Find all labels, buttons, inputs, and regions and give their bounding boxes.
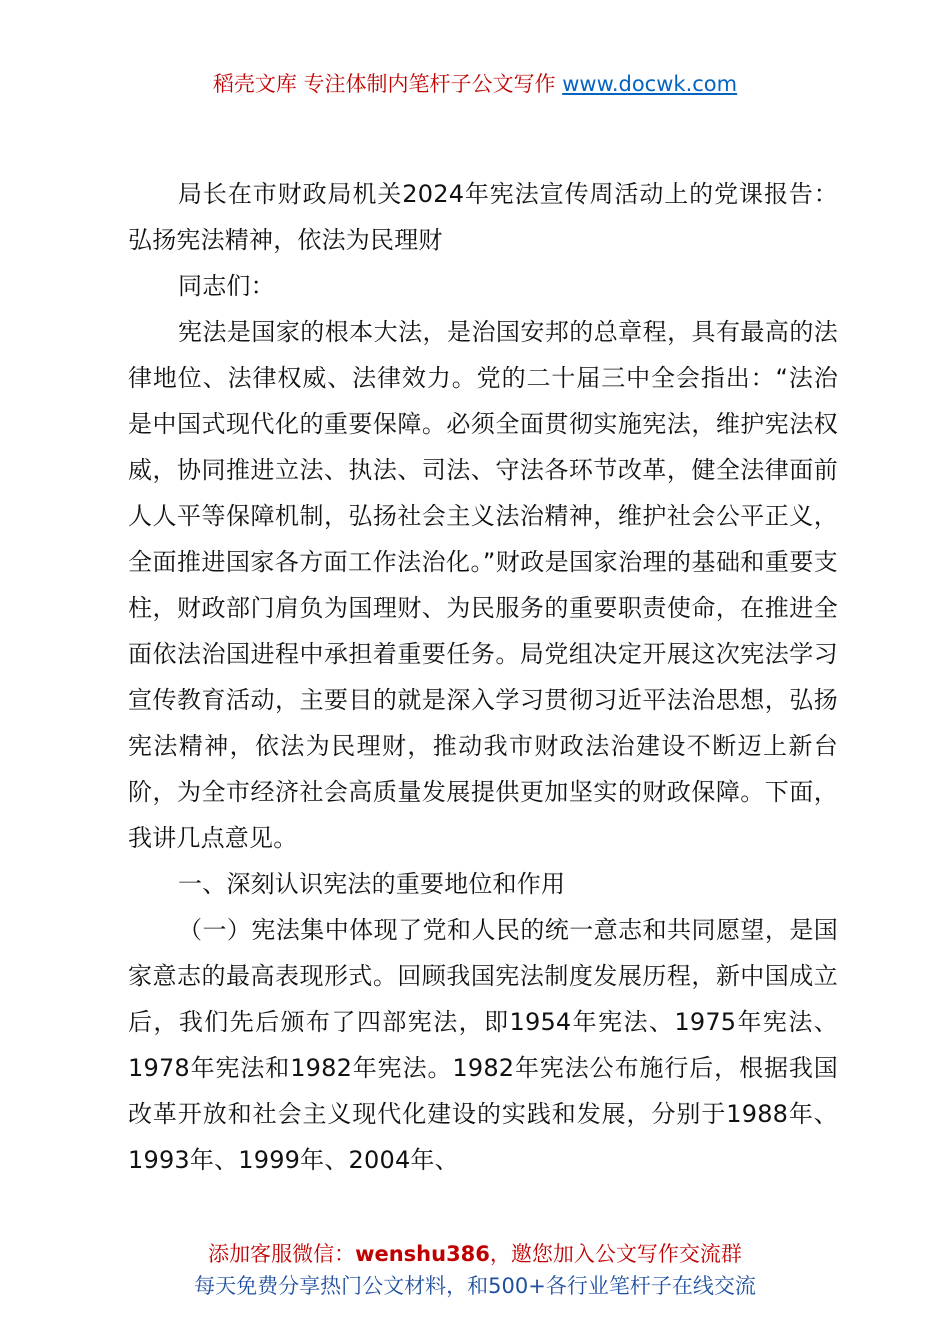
document-body [128,171,838,1183]
salutation: 同志们： [178,272,275,300]
promo-footer [0,1238,950,1302]
footer-line-share: 每天免费分享热门公文材料，和500+各行业笔杆子在线交流 [194,1274,756,1298]
footer-wechat-prefix: 添加客服微信： [208,1242,356,1266]
document-title: 局长在市财政局机关2024年宪法宣传周活动上的党课报告：弘扬宪法精神，依法为民理财 [128,180,838,254]
site-link[interactable]: www.docwk.com [562,72,738,96]
site-header [0,68,950,100]
footer-line-wechat [0,1238,950,1270]
wechat-id: wenshu386 [355,1242,490,1266]
body-paragraph: 宪法是国家的根本大法，是治国安邦的总章程，具有最高的法律地位、法律权威、法律效力。党的二十届三中全会指出：“法治是中国式现代化的重要保障。必须全面贯彻实施宪法，维护宪法权威，协同推进立法、执法、司法、守法各环节改革，健全法律面前人人平等保障机制，弘扬社会主义法治精神，维护社会公平正义，全面推进国家各方面工作法治化。”财政是国家治理的基础和重要支柱，财政部门肩负为国理财、为民服务的重要职责使命，在推进全面依法治国进程中承担着重要任务。局党组决定开展这次宪法学习宣传教育活动，主要目的就是深入学习贯彻习近平法治思想，弘扬宪法精神，依法为民理财，推动我市财政法治建设不断迈上新台阶，为全市经济社会高质量发展提供更加坚实的财政保障。下面，我讲几点意见。 [128,318,838,852]
subsection-paragraph: （一）宪法集中体现了党和人民的统一意志和共同愿望，是国家意志的最高表现形式。回顾我国宪法制度发展历程，新中国成立后，我们先后颁布了四部宪法，即1954年宪法、1975年宪法、1978年宪法和1982年宪法。1982年宪法公布施行后，根据我国改革开放和社会主义现代化建设的实践和发展，分别于1988年、1993年、1999年、2004年、 [128,916,838,1174]
footer-wechat-suffix: ，邀您加入公文写作交流群 [489,1242,742,1266]
header-brand-text: 稻壳文库 专注体制内笔杆子公文写作 [212,72,563,96]
section-heading: 一、深刻认识宪法的重要地位和作用 [178,870,566,898]
